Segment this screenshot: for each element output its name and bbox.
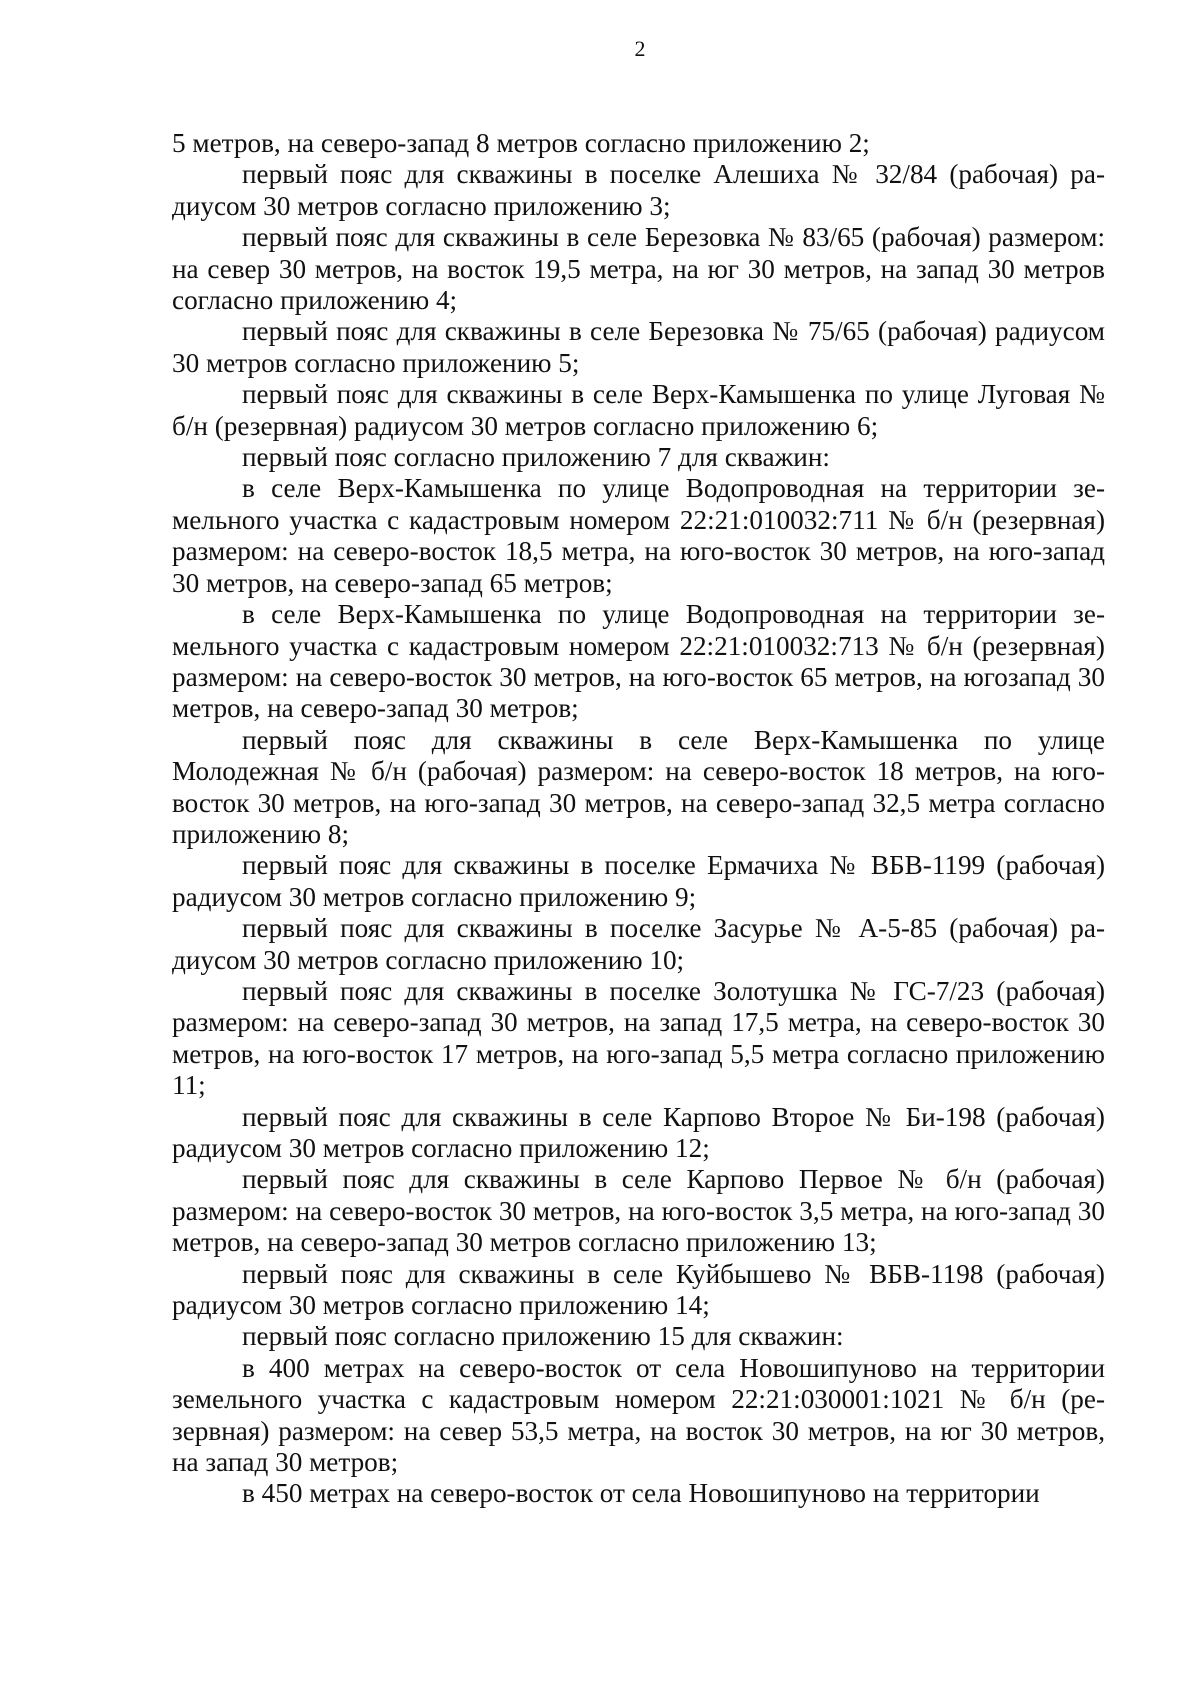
paragraph: первый пояс для скважины в селе Верх-Камышенка по улице Молодежная № б/н (рабочая) размером: на северо-восток 18 метров, на юго-восток 30 метров, на юго-запад 30 метров, на северо-запад 32,5 метра согласно приложению 8; — [172, 724, 1105, 849]
paragraph: первый пояс для скважины в селе Карпово Первое № б/н (рабочая) размером: на северо-восток 30 метров, на юго-восток 3,5 метра, на юго-запад 30 метров, на северо-запад 30 метров согласно приложению 13; — [172, 1164, 1105, 1258]
document-body — [172, 128, 1105, 1510]
paragraph: первый пояс для скважины в селе Верх-Камышенка по улице Луговая № б/н (резервная) радиусом 30 метров согласно приложению 6; — [172, 379, 1105, 441]
paragraph: первый пояс для скважины в поселке Засурье № А-5-85 (рабочая) радиусом 30 метров согласно приложению 10; — [172, 913, 1105, 975]
paragraph: в селе Верх-Камышенка по улице Водопроводная на территории земельного участка с кадастровым номером 22:21:010032:713 № б/н (резервная) размером: на северо-восток 30 метров, на юго-восток 65 метров, на югозапад 30 метров, на северо-запад 30 метров; — [172, 599, 1105, 724]
page-number: 2 — [634, 36, 646, 61]
paragraph: первый пояс согласно приложению 7 для скважин: — [242, 442, 830, 473]
paragraph: первый пояс для скважины в селе Куйбышево № ВБВ-1198 (рабочая) радиусом 30 метров согласно приложению 14; — [172, 1258, 1105, 1321]
paragraph: 5 метров, на северо-запад 8 метров согласно приложению 2; — [172, 128, 870, 158]
paragraph: первый пояс для скважины в поселке Золотушка № ГС-7/23 (рабочая) размером: на северо-запад 30 метров, на запад 17,5 метра, на северо-восток 30 метров, на юго-восток 17 метров, на юго-запад 5,5 метра согласно приложению 11; — [172, 975, 1105, 1101]
paragraph: первый пояс для скважины в поселке Алешиха № 32/84 (рабочая) радиусом 30 метров согласно приложению 3; — [172, 159, 1105, 221]
paragraph: в селе Верх-Камышенка по улице Водопроводная на территории земельного участка с кадастровым номером 22:21:010032:711 № б/н (резервная) размером: на северо-восток 18,5 метра, на юго-восток 30 метров, на юго-запад 30 метров, на северо-запад 65 метров; — [172, 473, 1105, 598]
paragraph: первый пояс для скважины в селе Карпово Второе № Би-198 (рабочая) радиусом 30 метров согласно приложению 12; — [172, 1101, 1105, 1163]
paragraph: первый пояс для скважины в селе Березовка № 83/65 (рабочая) размером: на север 30 метров, на восток 19,5 метра, на юг 30 метров, на запад 30 метров согласно приложению 4; — [172, 222, 1105, 316]
paragraph: в 400 метрах на северо-восток от села Новошипуново на территории земельного участка с кадастровым номером 22:21:030001:1021 № б/н (резервная) размером: на север 53,5 метра, на восток 30 метров, на юг 30 метров, на запад 30 метров; — [172, 1352, 1105, 1478]
paragraph: первый пояс для скважины в поселке Ермачиха № ВБВ-1199 (рабочая) радиусом 30 метров согласно приложению 9; — [172, 850, 1105, 912]
paragraph: первый пояс согласно приложению 15 для скважин: — [242, 1321, 844, 1352]
paragraph: в 450 метрах на северо-восток от села Новошипуново на территории — [242, 1478, 1040, 1509]
paragraph: первый пояс для скважины в селе Березовка № 75/65 (рабочая) радиусом 30 метров согласно приложению 5; — [172, 316, 1105, 378]
